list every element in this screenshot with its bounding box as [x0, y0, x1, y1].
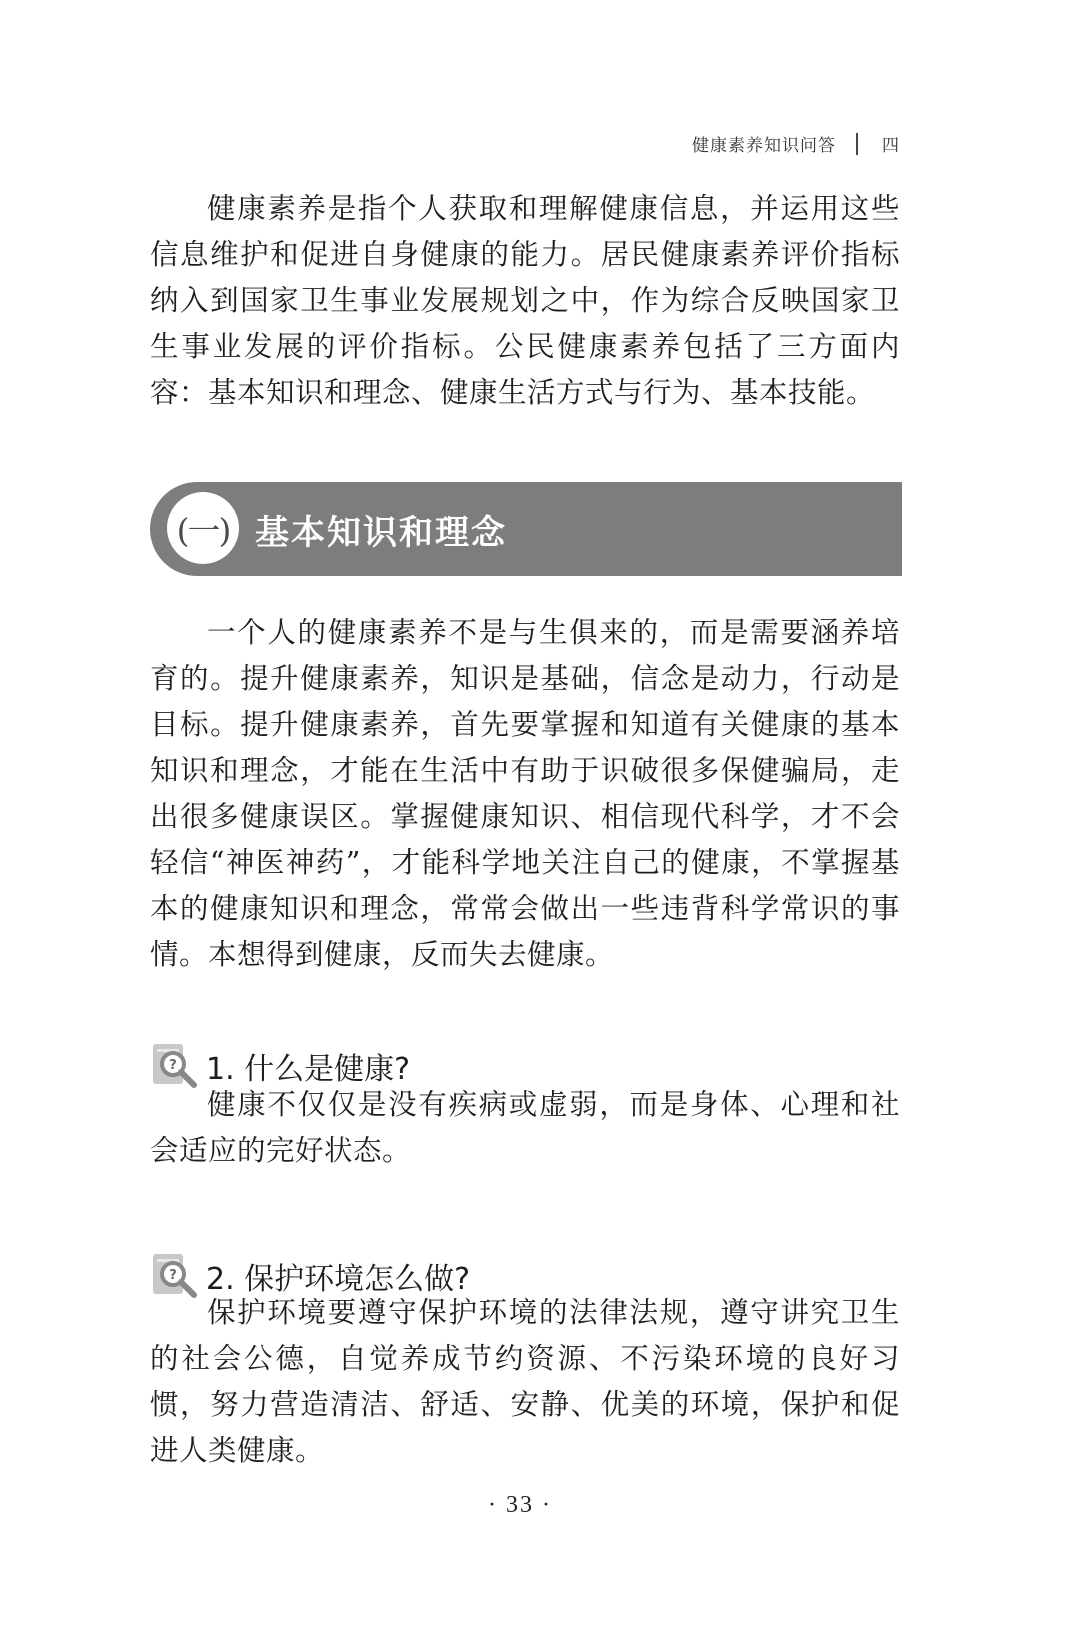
svg-text:?: ? [169, 1268, 177, 1283]
question-title-1: 1. 什么是健康? [206, 1052, 411, 1087]
section-title: 基本知识和理念 [255, 513, 507, 553]
running-head [692, 131, 900, 156]
intro-paragraph: 健康素养是指个人获取和理解健康信息，并运用这些信息维护和促进自身健康的能力。居民健康素养评价指标纳入到国家卫生事业发展规划之中，作为综合反映国家卫生事业发展的评价指标。公民健康素养包括了三方面内容：基本知识和理念、健康生活方式与行为、基本技能。 [150, 192, 900, 409]
svg-text:?: ? [169, 1058, 177, 1073]
section-body-paragraph: 一个人的健康素养不是与生俱来的，而是需要涵养培育的。提升健康素养，知识是基础，信念是动力，行动是目标。提升健康素养，首先要掌握和知道有关健康的基本知识和理念，才能在生活中有助于识破很多保健骗局，走出很多健康误区。掌握健康知识、相信现代科学，才不会轻信“神医神药”，才能科学地关注自己的健康，不掌握基本的健康知识和理念，常常会做出一些违背科学常识的事情。本想得到健康，反而失去健康。 [150, 616, 900, 971]
chapter-number: 四 [882, 136, 900, 156]
answer-paragraph-1: 健康不仅仅是没有疾病或虚弱，而是身体、心理和社会适应的完好状态。 [150, 1088, 900, 1167]
page-number: · 33 · [488, 1492, 552, 1518]
answer-paragraph-2: 保护环境要遵守保护环境的法律法规，遵守讲究卫生的社会公德，自觉养成节约资源、不污染环境的良好习惯，努力营造清洁、舒适、安静、优美的环境，保护和促进人类健康。 [150, 1296, 900, 1467]
question-title-2: 2. 保护环境怎么做? [206, 1262, 471, 1297]
section-number-badge: (一) [167, 492, 239, 564]
header-divider [856, 133, 858, 155]
book-title: 健康素养知识问答 [692, 136, 836, 156]
